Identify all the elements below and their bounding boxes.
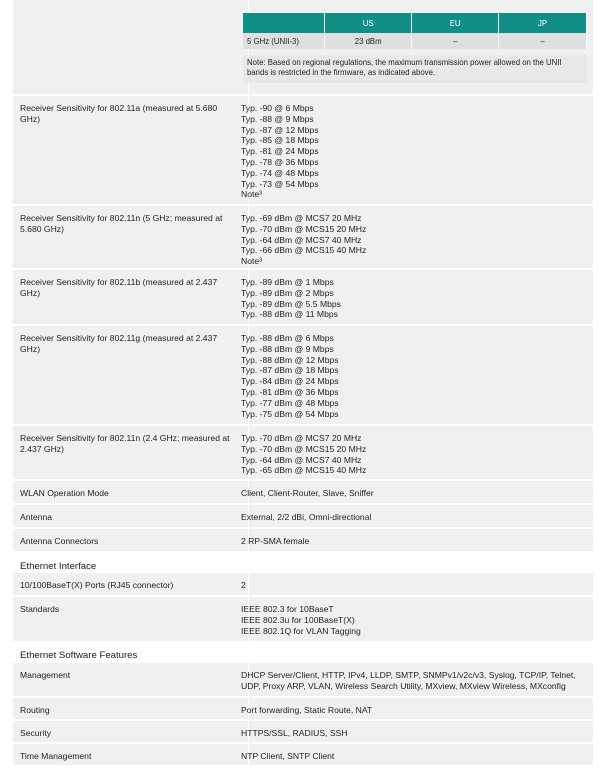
spec-label: Receiver Sensitivity for 802.11n (2.4 GHz; measured at 2.437 GHz): [20, 433, 230, 454]
spec-value-line: Typ. -87 dBm @ 18 Mbps: [241, 365, 339, 376]
table-cell-jp: –: [499, 33, 587, 49]
spec-value-line: Typ. -70 dBm @ MCS15 20 MHz: [241, 223, 367, 234]
spec-row-receiver-sensitivity-for-802-11n-2-4-ghz: [13, 426, 593, 480]
header-cell-us: US: [325, 13, 412, 33]
spec-value-line: IEEE 802.3u for 100BaseT(X): [241, 614, 355, 625]
spec-value: [241, 751, 587, 762]
spec-value: [241, 604, 587, 636]
table-cell-eu: –: [412, 33, 499, 49]
spec-value-line: Typ. -87 @ 12 Mbps: [241, 124, 319, 135]
spec-value-line: External, 2/2 dBi, Omni-directional: [241, 512, 372, 522]
spec-value-line: NTP Client, SNTP Client: [241, 751, 335, 761]
spec-label: Receiver Sensitivity for 802.11n (5 GHz; measured at 5.680 GHz): [20, 213, 223, 234]
spec-value-line: Typ. -81 @ 24 Mbps: [241, 146, 319, 157]
spec-value-line: Typ. -75 dBm @ 54 Mbps: [241, 408, 339, 419]
spec-value-line: Typ. -88 dBm @ 11 Mbps: [241, 309, 338, 320]
spec-label: Management: [20, 670, 71, 680]
spec-label: Antenna Connectors: [20, 536, 99, 546]
table-row: [243, 33, 587, 49]
spec-label: Time Management: [20, 751, 92, 761]
spec-value-line: Typ. -88 dBm @ 6 Mbps: [241, 333, 334, 343]
spec-value-line: Typ. -64 dBm @ MCS7 40 MHz: [241, 234, 362, 245]
spec-value-line: Typ. -89 dBm @ 2 Mbps: [241, 287, 334, 298]
spec-row-wlan-operation-mode: [13, 481, 593, 504]
regulatory-note: Note: Based on regional regulations, the maximum transmission power allowed on the UNII bands is restricted in the firmware, as indicated above.: [243, 55, 587, 83]
table-cell-band: 5 GHz (UNII-3): [243, 33, 325, 49]
header-cell: [243, 13, 325, 33]
spec-value: [241, 333, 587, 419]
spec-row-management: [13, 663, 593, 697]
spec-value-line: Typ. -89 dBm @ 5.5 Mbps: [241, 298, 341, 309]
spec-value-line: Typ. -70 dBm @ MCS15 20 MHz: [241, 443, 367, 454]
spec-value-line: Typ. -69 dBm @ MCS7 20 MHz: [241, 213, 362, 223]
spec-value-line: UDP, Proxy ARP, VLAN, Wireless Search Utility, MXview, MXview Wireless, MXconfig: [241, 680, 566, 691]
spec-value-line: Typ. -88 dBm @ 12 Mbps: [241, 354, 339, 365]
spec-value: [241, 670, 587, 692]
spec-value-line: Typ. -88 dBm @ 9 Mbps: [241, 343, 334, 354]
spec-value-line: Typ. -85 @ 18 Mbps: [241, 135, 319, 146]
spec-value-line: Typ. -84 dBm @ 24 Mbps: [241, 376, 339, 387]
spec-row-security: [13, 721, 593, 743]
spec-label: Receiver Sensitivity for 802.11g (measured at 2.437 GHz): [20, 333, 218, 354]
spec-row-receiver-sensitivity-for-802-11a-measure: [13, 96, 593, 205]
spec-row-time-management: [13, 744, 593, 766]
section-heading-ethernet-interface: Ethernet Interface: [20, 561, 97, 572]
spec-label: 10/100BaseT(X) Ports (RJ45 connector): [20, 580, 174, 590]
spec-value: [241, 277, 587, 320]
spec-value-line: Note³: [241, 189, 263, 200]
spec-value-line: Typ. -74 @ 48 Mbps: [241, 167, 319, 178]
spec-value-line: Typ. -70 dBm @ MCS7 20 MHz: [241, 433, 362, 443]
spec-row-10-100baset-x-ports-rj45-connector: [13, 573, 593, 596]
spec-value-line: DHCP Server/Client, HTTP, IPv4, LLDP, SMTP, SNMPv1/v2c/v3, Syslog, TCP/IP, Telnet,: [241, 670, 576, 680]
spec-value-line: Typ. -64 dBm @ MCS7 40 MHz: [241, 454, 362, 465]
spec-value: [241, 536, 587, 547]
spec-value: [241, 728, 587, 739]
spec-row-standards: [13, 597, 593, 642]
spec-value: [241, 433, 587, 476]
spec-value-line: Typ. -81 dBm @ 36 Mbps: [241, 386, 339, 397]
spec-row-antenna-connectors: [13, 529, 593, 552]
spec-value: [241, 213, 587, 267]
spec-row-receiver-sensitivity-for-802-11n-5-ghz-m: [13, 206, 593, 269]
spec-value-line: Typ. -77 dBm @ 48 Mbps: [241, 397, 339, 408]
spec-value-line: Typ. -89 dBm @ 1 Mbps: [241, 277, 334, 287]
spec-value: [241, 705, 587, 716]
spec-value: [241, 488, 587, 499]
spec-row-routing: [13, 698, 593, 720]
spec-row-antenna: [13, 505, 593, 528]
spec-value: [241, 103, 587, 200]
spec-label: Standards: [20, 604, 60, 614]
header-cell-eu: EU: [412, 13, 499, 33]
spec-value-line: IEEE 802.3 for 10BaseT: [241, 604, 334, 614]
spec-value-line: Typ. -65 dBm @ MCS15 40 MHz: [241, 465, 367, 476]
table-header-row: [243, 13, 587, 33]
spec-value-line: 2 RP-SMA female: [241, 536, 310, 546]
spec-value: [241, 580, 587, 591]
spec-label: Security: [20, 728, 52, 738]
spec-label: WLAN Operation Mode: [20, 488, 109, 498]
spec-value-line: Typ. -73 @ 54 Mbps: [241, 178, 319, 189]
spec-label: Routing: [20, 705, 50, 715]
spec-row-receiver-sensitivity-for-802-11b-measure: [13, 270, 593, 325]
spec-label: Receiver Sensitivity for 802.11a (measured at 5.680 GHz): [20, 103, 218, 124]
spec-value-line: Client, Client-Router, Slave, Sniffer: [241, 488, 374, 498]
spec-row-receiver-sensitivity-for-802-11g-measure: [13, 326, 593, 425]
spec-value-line: 2: [241, 580, 246, 590]
spec-label: Antenna: [20, 512, 53, 522]
spec-value-line: Note³: [241, 256, 263, 267]
table-cell-us: 23 dBm: [325, 33, 412, 49]
spec-value-line: HTTPS/SSL, RADIUS, SSH: [241, 728, 348, 738]
spec-value-line: IEEE 802.1Q for VLAN Tagging: [241, 625, 361, 636]
spec-label: Receiver Sensitivity for 802.11b (measured at 2.437 GHz): [20, 277, 218, 298]
spec-value-line: Typ. -66 dBm @ MCS15 40 MHz: [241, 245, 367, 256]
spec-value-line: Typ. -88 @ 9 Mbps: [241, 113, 314, 124]
section-heading-ethernet-software: Ethernet Software Features: [20, 650, 138, 661]
header-cell-jp: JP: [499, 13, 587, 33]
spec-value-line: Port forwarding, Static Route, NAT: [241, 705, 373, 715]
regional-power-table: [243, 13, 587, 49]
spec-value-line: Typ. -90 @ 6 Mbps: [241, 103, 314, 113]
spec-value: [241, 512, 587, 523]
spec-value-line: Typ. -78 @ 36 Mbps: [241, 156, 319, 167]
